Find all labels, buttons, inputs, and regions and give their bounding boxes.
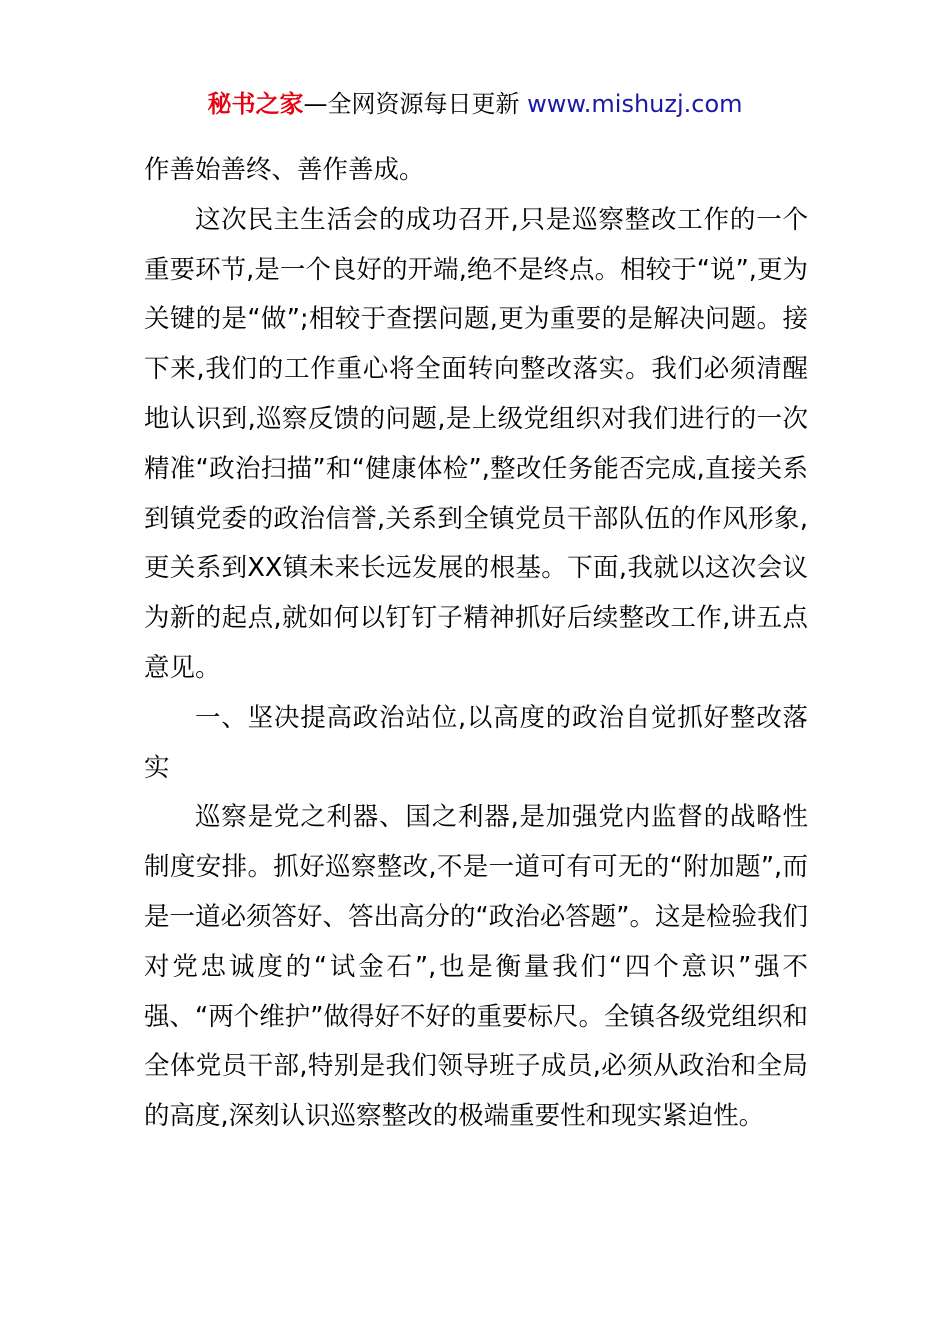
brand-name: 秘书之家: [207, 90, 304, 118]
header-tagline: —全网资源每日更新: [303, 90, 528, 118]
document-body: [144, 146, 808, 1142]
section-heading-1: 一、坚决提高政治站位,以高度的政治自觉抓好整改落实: [144, 702, 808, 783]
site-url-link[interactable]: www.mishuzj.com: [527, 90, 743, 118]
paragraph-continuation: 作善始善终、善作善成。: [144, 155, 425, 185]
paragraph-section-1: 巡察是党之利器、国之利器,是加强党内监督的战略性制度安排。抓好巡察整改,不是一道可有可无的“附加题”,而是一道必须答好、答出高分的“政治必答题”。这是检验我们对党忠诚度的“试金石”,也是衡量我们“四个意识”强不强、“两个维护”做得好不好的重要标尺。全镇各级党组织和全体党员干部,特别是我们领导班子成员,必须从政治和全局的高度,深刻认识巡察整改的极端重要性和现实紧迫性。: [144, 802, 808, 1132]
page-header: [0, 86, 950, 122]
paragraph-intro: 这次民主生活会的成功召开,只是巡察整改工作的一个重要环节,是一个良好的开端,绝不是终点。相较于“说”,更为关键的是“做”;相较于查摆问题,更为重要的是解决问题。接下来,我们的工作重心将全面转向整改落实。我们必须清醒地认识到,巡察反馈的问题,是上级党组织对我们进行的一次精准“政治扫描”和“健康体检”,整改任务能否完成,直接关系到镇党委的政治信誉,关系到全镇党员干部队伍的作风形象,更关系到XX镇未来长远发展的根基。下面,我就以这次会议为新的起点,就如何以钉钉子精神抓好后续整改工作,讲五点意见。: [144, 204, 808, 683]
